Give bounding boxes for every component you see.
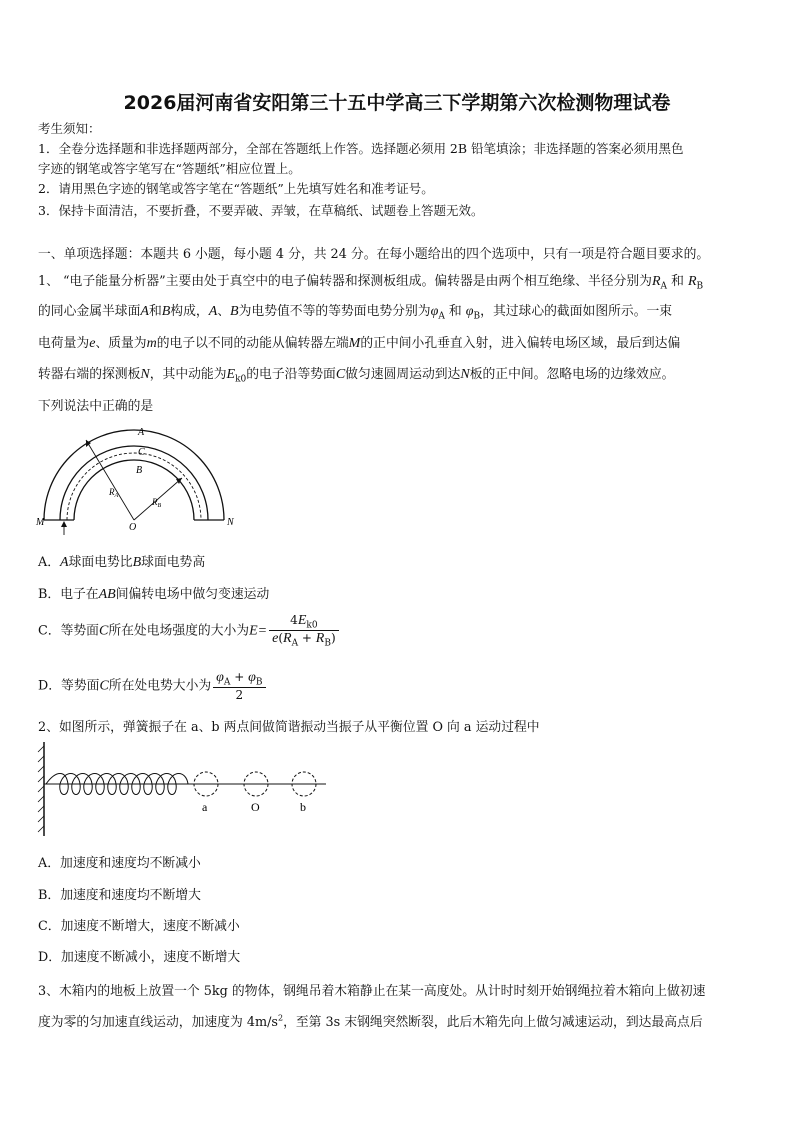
notice-item-1-line-1: 1．全卷分选择题和非选择题两部分，全部在答题纸上作答。选择题必须用 2B 铅笔填涂；非选择题的答案必须用黑色 <box>38 141 684 156</box>
q2-option-C: C．加速度不断增大，速度不断减小 <box>38 919 240 934</box>
q1-option-B: B．电子在AB间偏转电场中做匀变速运动 <box>38 587 270 602</box>
q1-line-5: 下列说法中正确的是 <box>38 399 154 414</box>
section-heading: 一、单项选择题：本题共 6 小题，每小题 4 分，共 24 分。在每小题给出的四个选项中，只有一项是符合题目要求的。 <box>38 247 710 262</box>
q1-option-C: C．等势面C所在处电场强度的大小为E= $\frac{4E_{k0}}{e(R_A + R_B)}$ <box>38 613 339 649</box>
inner-sphere-arc <box>74 460 194 520</box>
q2-option-B: B．加速度和速度均不断增大 <box>38 888 201 903</box>
hemisphere-deflector-figure <box>34 420 244 535</box>
label-b: b <box>300 800 306 814</box>
q2-option-D: D．加速度不断减小，速度不断增大 <box>38 950 241 965</box>
label-RA: $R_A$ <box>109 487 119 499</box>
label-C: C <box>138 447 145 458</box>
notice-item-3: 3．保持卡面清洁，不要折叠，不要弄破、弄皱，在草稿纸、试题卷上答题无效。 <box>38 203 484 218</box>
q1-line-3: 电荷量为e、质量为m的电子以不同的动能从偏转器左端M的正中间小孔垂直入射，进入偏转电场区域，最后到达偏 <box>38 336 681 351</box>
label-N: N <box>227 517 234 528</box>
label-M: M <box>36 517 45 528</box>
label-O: O <box>251 800 260 814</box>
formula-C-fraction: $\frac{4E_{k0}}{e(R_A + R_B)}$ <box>269 613 339 649</box>
label-B: B <box>136 465 143 476</box>
radius-RB-line <box>134 478 182 520</box>
q3-line-1: 3、木箱内的地板上放置一个 5kg 的物体，钢绳吊着木箱静止在某一高度处。从计时时刻开始钢绳拉着木箱向上做初速 <box>38 984 706 999</box>
middle-sphere-arc <box>60 446 208 520</box>
wall <box>38 742 44 836</box>
formula-D-fraction: $\frac{\varphi_A + \varphi_B}{2}$ <box>213 670 265 702</box>
spring-oscillator-figure <box>34 740 334 840</box>
label-O: O <box>129 522 137 533</box>
label-RB: $R_B$ <box>152 497 162 509</box>
notice-heading: 考生须知： <box>38 121 101 136</box>
q2-stem: 2、如图所示，弹簧振子在 a、b 两点间做简谐振动当振子从平衡位置 O 向 a 运动过程中 <box>38 720 540 735</box>
q1-line-2: 的同心金属半球面A和B构成，A、B为电势值不等的等势面电势分别为$\varphi_A$ 和 $\varphi_B$，其过球心的截面如图所示。一束 <box>38 304 673 322</box>
label-A: A <box>138 427 145 438</box>
radius-RA-line <box>86 440 134 520</box>
outer-sphere-arc <box>44 430 224 520</box>
q3-line-2: 度为零的匀加速直线运动，加速度为 $4m/s^2$，至第 3s 末钢绳突然断裂，此后木箱先向上做匀减速运动，到达最高点后 <box>38 1013 703 1030</box>
label-a: a <box>202 800 208 814</box>
q1-option-A: A．A球面电势比B球面电势高 <box>38 555 206 570</box>
q2-option-A: A．加速度和速度均不断减小 <box>38 856 201 871</box>
page-title: 2026届河南省安阳第三十五中学高三下学期第六次检测物理试卷 <box>123 92 671 114</box>
entry-arrowhead <box>61 521 67 527</box>
notice-item-1-line-2: 字迹的钢笔或答字笔写在“答题纸”相应位置上。 <box>38 161 301 176</box>
q1-line-4: 转器右端的探测板N，其中动能为$E_{k0}$的电子沿等势面C做匀速圆周运动到达N板的正中间。忽略电场的边缘效应。 <box>38 367 675 385</box>
q1-option-D: D．等势面C所在处电势大小为 $\frac{\varphi_A + \varphi_B}{2}$ <box>38 670 266 702</box>
q1-line-1: 1、 “电子能量分析器”主要由处于真空中的电子偏转器和探测板组成。偏转器是由两个相互绝缘、半径分别为$R_A$ 和 $R_B$ <box>38 274 704 292</box>
notice-item-2: 2．请用黑色字迹的钢笔或答字笔在“答题纸”上先填写姓名和准考证号。 <box>38 181 434 196</box>
